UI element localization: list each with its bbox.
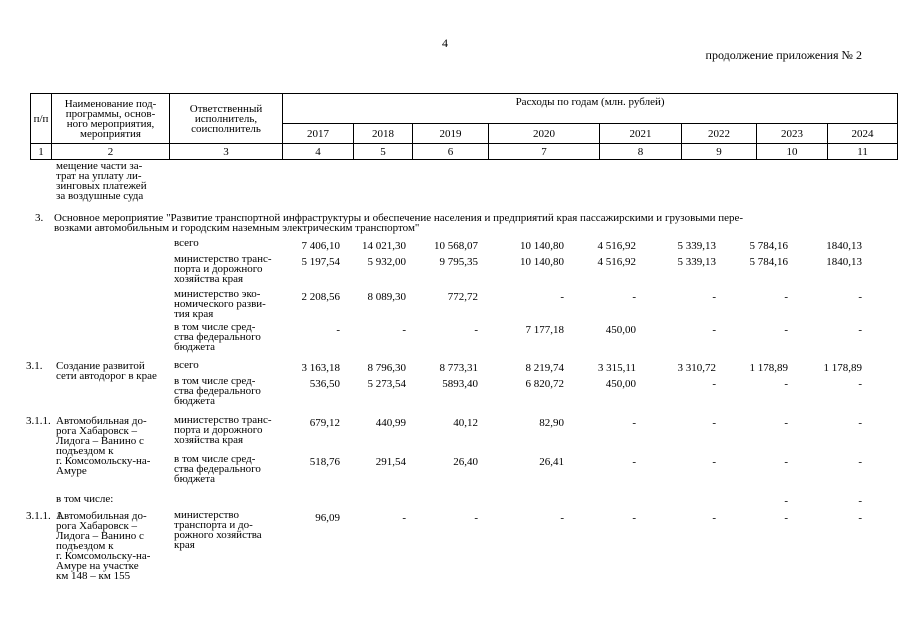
cost-cell: 96,09	[315, 512, 340, 524]
header-table	[30, 93, 898, 160]
index-cell: 1	[31, 144, 52, 160]
row-name-line: подъездом к	[56, 445, 114, 457]
cost-cell: 8 773,31	[439, 362, 478, 374]
header-year: 2021	[600, 124, 682, 144]
row-name	[56, 361, 157, 381]
cost-cell: 5 197,54	[301, 256, 340, 268]
row-name-line: Амуре	[56, 465, 87, 477]
row-executor-line: бюджета	[174, 395, 216, 407]
header-year: 2022	[682, 124, 757, 144]
row-executor-line: хозяйства края	[174, 273, 244, 285]
row-executor-line: в том числе сред-	[174, 375, 256, 387]
row-name-line: Создание развитой	[56, 360, 145, 372]
row-executor-line: ства федерального	[174, 463, 261, 475]
cost-cell: -	[784, 324, 788, 336]
cost-cell: 450,00	[605, 324, 636, 336]
header-year: 2017	[283, 124, 354, 144]
row-executor-line: порта и дорожного	[174, 263, 263, 275]
cost-cell: -	[474, 324, 478, 336]
cost-cell: 1840,13	[826, 256, 862, 268]
row-name-line: Автомобильная до-	[56, 510, 147, 522]
row-executor-line: всего	[174, 359, 199, 371]
index-cell: 8	[600, 144, 682, 160]
section-number: 3.	[35, 212, 44, 224]
cost-cell: 40,12	[453, 417, 478, 429]
index-cell: 7	[489, 144, 600, 160]
row-executor-line: транспорта и до-	[174, 519, 253, 531]
row-executor-line: министерство	[174, 509, 240, 521]
cost-cell: 7 406,10	[301, 240, 340, 252]
cost-cell: 5 273,54	[367, 378, 406, 390]
cost-cell: 7 177,18	[525, 324, 564, 336]
row-executor-line: министерство транс-	[174, 253, 272, 265]
continuation-note: продолжение приложения № 2	[705, 48, 862, 62]
index-cell: 4	[283, 144, 354, 160]
cost-cell: -	[474, 512, 478, 524]
cost-cell: -	[712, 512, 716, 524]
cost-cell: -	[784, 291, 788, 303]
cost-cell: 5893,40	[442, 378, 478, 390]
header-name-line: мероприятия	[80, 127, 141, 140]
row-executor	[174, 415, 272, 445]
row-executor	[174, 238, 199, 248]
row-name-line: Лидога – Ванино с	[56, 530, 144, 542]
cost-cell: -	[858, 291, 862, 303]
row-executor	[174, 322, 261, 352]
row-executor-line: хозяйства края	[174, 434, 244, 446]
cost-cell: -	[784, 456, 788, 468]
cost-cell: -	[336, 324, 340, 336]
row-executor-line: бюджета	[174, 473, 216, 485]
row-executor-line: бюджета	[174, 341, 216, 353]
cost-cell: 440,99	[375, 417, 406, 429]
row-number: 3.1.1. 1.	[26, 510, 65, 522]
row-name	[56, 494, 113, 504]
page-number: 4	[442, 36, 448, 50]
row-name-line: Автомобильная до-	[56, 415, 147, 427]
cost-cell: 4 516,92	[597, 240, 636, 252]
cost-cell: 1 178,89	[823, 362, 862, 374]
header-executor	[170, 94, 283, 144]
cost-cell: -	[712, 378, 716, 390]
cost-cell: 10 140,80	[520, 256, 564, 268]
row-name-line: г. Комсомольску-на-	[56, 550, 151, 562]
row-executor	[174, 510, 262, 550]
cost-cell: 26,41	[539, 456, 564, 468]
header-year: 2024	[828, 124, 898, 144]
cost-cell: 8 089,30	[367, 291, 406, 303]
index-cell: 5	[354, 144, 413, 160]
cost-cell: -	[632, 456, 636, 468]
row-executor-line: в том числе сред-	[174, 321, 256, 333]
row-name-line: сети автодорог в крае	[56, 370, 157, 382]
row-number: 3.1.	[26, 360, 43, 372]
cost-cell: 679,12	[309, 417, 340, 429]
index-cell: 6	[413, 144, 489, 160]
cost-cell: 6 820,72	[525, 378, 564, 390]
cost-cell: -	[712, 291, 716, 303]
header-year: 2018	[354, 124, 413, 144]
row-executor-line: всего	[174, 237, 199, 249]
cost-cell: -	[784, 378, 788, 390]
cost-cell: -	[560, 291, 564, 303]
cost-cell: 5 339,13	[677, 240, 716, 252]
cost-cell: -	[784, 417, 788, 429]
cost-cell: 1 178,89	[749, 362, 788, 374]
row-executor-line: порта и дорожного	[174, 424, 263, 436]
cost-cell: -	[784, 512, 788, 524]
row-executor-line: министерство транс-	[174, 414, 272, 426]
index-cell: 2	[52, 144, 170, 160]
cost-cell: 82,90	[539, 417, 564, 429]
row-name-line: рога Хабаровск –	[56, 425, 138, 437]
cost-cell: 2 208,56	[301, 291, 340, 303]
cost-cell: 5 784,16	[749, 256, 788, 268]
row-executor	[174, 254, 272, 284]
cost-cell: -	[858, 324, 862, 336]
row-name-line: км 148 – км 155	[56, 570, 131, 582]
header-name	[52, 94, 170, 144]
row-name-line: Амуре на участке	[56, 560, 139, 572]
section-title-line: Основное мероприятие "Развитие транспортной инфраструктуры и обеспечение населения и предприятий края пассажирскими и грузовыми пере-	[54, 212, 744, 224]
cost-cell: 291,54	[375, 456, 406, 468]
header-executor-line: Ответственный	[189, 102, 263, 115]
cost-cell: -	[858, 378, 862, 390]
header-executor-line: соисполнитель	[191, 122, 261, 135]
index-cell: 9	[682, 144, 757, 160]
cost-cell: 3 310,72	[677, 362, 716, 374]
cost-cell: 3 315,11	[597, 362, 636, 374]
cost-cell: -	[712, 417, 716, 429]
header-name-line: Наименование под-	[64, 97, 157, 110]
cost-cell: 1840,13	[826, 240, 862, 252]
index-cell: 3	[170, 144, 283, 160]
section-title-line: возками автомобильным и городским наземным электрическим транспортом"	[54, 222, 420, 234]
text-line: мещение части за-	[56, 160, 143, 172]
row-executor-line: края	[174, 539, 195, 551]
cost-cell: -	[712, 324, 716, 336]
cost-cell: 8 796,30	[367, 362, 406, 374]
header-year: 2020	[489, 124, 600, 144]
cost-cell: 518,76	[309, 456, 340, 468]
row-name-line: подъездом к	[56, 540, 114, 552]
header-year: 2019	[413, 124, 489, 144]
row-executor-line: министерство эко-	[174, 288, 261, 300]
row-number: 3.1.1.	[26, 415, 51, 427]
header-num: п/п	[31, 94, 52, 144]
header-name-line: ного мероприятия,	[66, 117, 155, 130]
cost-cell: -	[632, 417, 636, 429]
row-executor-line: рожного хозяйства	[174, 529, 262, 541]
row-executor	[174, 289, 266, 319]
cost-cell: 9 795,35	[439, 256, 478, 268]
header-costs: Расходы по годам (млн. рублей)	[283, 94, 898, 124]
cost-cell: 10 140,80	[520, 240, 564, 252]
cost-cell: 5 339,13	[677, 256, 716, 268]
cost-cell: -	[784, 495, 788, 507]
text-line: трат на уплату ли-	[56, 170, 142, 182]
header-name-line: программы, основ-	[65, 107, 156, 120]
cost-cell: -	[858, 456, 862, 468]
index-cell: 10	[757, 144, 828, 160]
text-line: зинговых платежей	[56, 180, 147, 192]
row-executor	[174, 454, 261, 484]
row-executor-line: ства федерального	[174, 385, 261, 397]
cost-cell: -	[858, 512, 862, 524]
row-name-line: рога Хабаровск –	[56, 520, 138, 532]
carryover-text	[56, 161, 147, 201]
header-executor-line: исполнитель,	[194, 112, 258, 125]
row-executor	[174, 360, 199, 370]
cost-cell: 8 219,74	[525, 362, 564, 374]
cost-cell: -	[712, 456, 716, 468]
cost-cell: 536,50	[309, 378, 340, 390]
header-year: 2023	[757, 124, 828, 144]
index-cell: 11	[828, 144, 898, 160]
cost-cell: -	[402, 512, 406, 524]
cost-cell: 26,40	[453, 456, 478, 468]
row-executor	[174, 376, 261, 406]
row-name-line: в том числе:	[56, 493, 114, 505]
cost-cell: 5 784,16	[749, 240, 788, 252]
cost-cell: -	[858, 417, 862, 429]
cost-cell: -	[402, 324, 406, 336]
cost-cell: 772,72	[447, 291, 478, 303]
cost-cell: 3 163,18	[301, 362, 340, 374]
row-name	[56, 511, 150, 581]
cost-cell: 5 932,00	[367, 256, 406, 268]
cost-cell: 10 568,07	[434, 240, 478, 252]
row-name-line: Лидога – Ванино с	[56, 435, 144, 447]
row-executor-line: тия края	[174, 308, 214, 320]
row-executor-line: ства федерального	[174, 331, 261, 343]
row-name	[56, 416, 150, 476]
cost-cell: 4 516,92	[597, 256, 636, 268]
cost-cell: -	[858, 495, 862, 507]
row-name-line: г. Комсомольску-на-	[56, 455, 151, 467]
cost-cell: 450,00	[605, 378, 636, 390]
row-executor-line: в том числе сред-	[174, 453, 256, 465]
cost-cell: -	[560, 512, 564, 524]
row-executor-line: номического разви-	[174, 298, 266, 310]
cost-cell: -	[632, 291, 636, 303]
cost-cell: 14 021,30	[362, 240, 406, 252]
text-line: за воздушные суда	[56, 190, 144, 202]
cost-cell: -	[632, 512, 636, 524]
